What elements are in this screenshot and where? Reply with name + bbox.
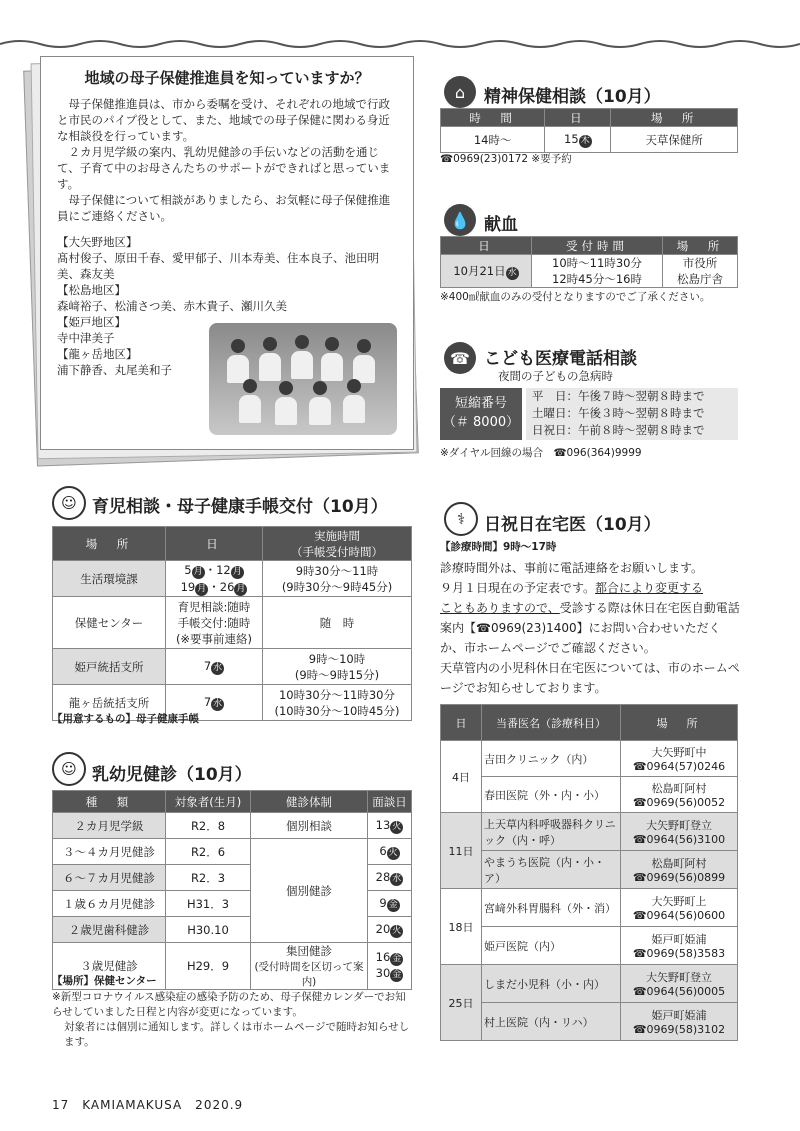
area-name: 【姫戸地区】	[57, 315, 126, 329]
holiday-table: 日 当番医名（診療科目） 場 所 4日 吉田クリニック（内） 大矢野町中 ☎0964(57)0246 春田医院（外・内・小） 松島町阿村 ☎0969(56)0052 11日 上天草内科呼吸器科クリニック（内・呼） 大矢野町登立 ☎0964(56)3100 やまうち医院（内・小・ア） 松島町阿村 ☎0969(56)0899 18日 宮﨑外科胃腸科（外・消） 大矢野町上 ☎0964(56)0600 姫戸医院（内） 姫戸町姫浦 ☎0969(58)3583 25日 しまだ小児科（小・内） 大矢野町登立 ☎0964(56)0005 村上医院（内・リハ） 姫戸町姫浦 ☎0969(58)3102	[440, 704, 738, 1041]
area-members: 寺中津美子	[57, 331, 115, 345]
house-heart-icon: ⌂	[444, 76, 476, 108]
mental-note: ☎0969(23)0172 ※要予約	[440, 153, 572, 165]
holiday-text: 診療時間外は、事前に電話連絡をお願いします。 ９月１日現在の予定表です。都合により変更する こともありますので、受診する際は休日在宅医自動電話案内【☎0969(23)1400】にお問い合わせいただくか、市ホームページでご確認ください。 天草管内の小児科休日在宅医については、市のホームページでお知らせしております。	[440, 561, 740, 695]
page-footer: 17 KAMIAMAKUSA 2020.9	[52, 1098, 244, 1112]
card-paragraph: ２カ月児学級の案内、乳幼児健診の手伝いなどの活動を通じて、子育て中のお母さんたちのサポートができればと思っています。	[57, 145, 391, 191]
blood-table: 日 受付時間 場 所 10月21日 水 10時～11時30分 12時45分～16時 市役所 松島庁舎	[440, 236, 738, 288]
mental-table: 時 間 日 場 所 14時～ 15 木 天草保健所	[440, 108, 738, 153]
baby-face-icon: ☺	[52, 752, 86, 786]
kids-note: ※ダイヤル回線の場合 ☎096(364)9999	[440, 447, 642, 459]
area-members: 森﨑裕子、松浦さつ美、赤木貴子、瀬川久美	[57, 299, 287, 313]
blood-drop-icon: 💧	[444, 204, 476, 236]
infant-title: 乳幼児健診（10月）	[92, 765, 252, 785]
table-row: 生活環境課 5 月 ・12 月 19 月 ・26 月 9時30分～11時 (9時30分～9時45分)	[53, 561, 412, 597]
table-row: ２歳児歯科健診 H30.10 20 火	[53, 917, 412, 943]
table-row: ２カ月児学級 R2．8 個別相談 13 火	[53, 813, 412, 839]
area-members: 浦下静香、丸尾美和子	[57, 363, 172, 377]
childcare-table	[52, 526, 412, 721]
table-row: ３歳児健診 H29．9 集団健診 (受付時間を区切って案内) 16 金 30 金	[53, 943, 412, 990]
short-number-box: 短縮番号 （＃ 8000）	[440, 388, 522, 440]
table-row: 姫戸統括支所 7 水 9時～10時 (9時～9時15分)	[53, 649, 412, 685]
card-paragraph: 母子保健推進員は、市から委嘱を受け、それぞれの地域で行政と市民のパイプ役として、また、地域での母子保健に関わる身近な相談役を行っています。	[57, 97, 391, 143]
holiday-title: 日祝日在宅医（10月）	[484, 515, 661, 535]
kids-title: こども医療電話相談	[484, 349, 637, 369]
table-row: 保健センター 育児相談:随時 手帳交付:随時 (※要事前連絡) 随 時	[53, 597, 412, 649]
infant-note: 対象者には個別に通知します。詳しくは市ホームページで随時お知らせします。	[64, 1021, 410, 1048]
area-name: 【大矢野地区】	[57, 235, 138, 249]
area-name: 【松島地区】	[57, 283, 126, 297]
kids-subtitle: 夜間の子どもの急病時	[498, 369, 613, 383]
area-name: 【龍ヶ岳地区】	[57, 347, 138, 361]
th-day: 日	[166, 527, 263, 561]
th-place: 場 所	[53, 527, 166, 561]
table-row: 龍ヶ岳統括支所 7 水 10時30分～11時30分 (10時30分～10時45分)	[53, 685, 412, 721]
card-title: 地域の母子保健推進員を知っていますか？	[84, 69, 370, 87]
kids-hours: 平 日：午後７時～翌朝８時まで 土曜日：午後３時～翌朝８時まで 日祝日：午前８時～翌朝８時まで	[526, 388, 738, 440]
area-members: 髙村俊子、原田千春、愛甲郁子、川本寿美、住本良子、池田明美、森友美	[57, 251, 379, 281]
top-wave-border	[0, 0, 800, 58]
childcare-bring: 【用意するもの】母子健康手帳	[52, 713, 199, 725]
blood-title: 献血	[484, 215, 518, 235]
infant-note: ※新型コロナウイルス感染症の感染予防のため、母子保健カレンダーでお知らせしていました日程と内容が変更になっています。	[52, 991, 406, 1018]
promoter-card	[40, 56, 414, 450]
table-row: ３～４カ月児健診 R2．6 個別健診 6 火	[53, 839, 412, 865]
holiday-hours: 【診療時間】9時～17時	[440, 541, 557, 553]
th-time: 実施時間 （手帳受付時間）	[263, 527, 412, 561]
table-row: １歳６カ月児健診 H31．3 9 金	[53, 891, 412, 917]
doctor-icon: ⚕	[444, 502, 478, 536]
mental-title: 精神保健相談（10月）	[484, 87, 661, 107]
baby-icon: ☺	[52, 486, 86, 520]
infant-place: 【場所】保健センター	[52, 975, 157, 987]
telephone-icon: ☎	[444, 342, 476, 374]
infant-table: 種 類 対象者(生月) 健診体制 面談日 ２カ月児学級 R2．8 個別相談 13 火 ３～４カ月児健診 R2．6 個別健診 6 火 ６～７カ月児健診 R2．3 28 水 １歳６カ月児健診 H31．3 9 金 ２歳児歯科健診 H30.10 20 火 ３歳児健診 H29．9 集団健診 (受付時間を区切って案内) 16 金 30 金	[52, 790, 412, 990]
table-row: ６～７カ月児健診 R2．3 28 水	[53, 865, 412, 891]
childcare-title: 育児相談・母子健康手帳交付（10月）	[92, 497, 388, 517]
card-paragraph: 母子保健について相談がありましたら、お気軽に母子保健推進員にご連絡ください。	[57, 193, 391, 223]
blood-note: ※400㎖献血のみの受付となりますのでご了承ください。	[440, 291, 711, 303]
group-photo	[209, 323, 397, 435]
